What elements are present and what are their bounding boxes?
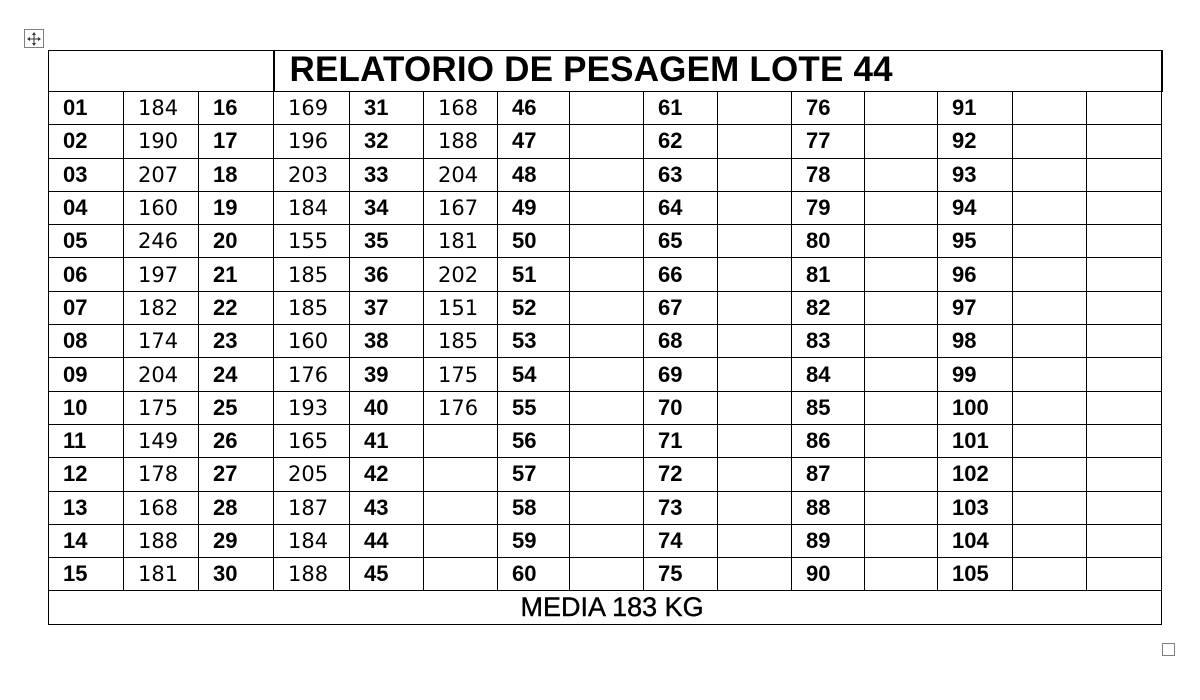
weight-cell[interactable]: 175 — [424, 358, 498, 391]
empty-cell[interactable] — [1087, 191, 1162, 224]
weight-cell[interactable]: 207 — [124, 158, 199, 191]
weight-cell[interactable] — [718, 191, 792, 224]
animal-number-cell[interactable]: 87 — [792, 458, 865, 491]
empty-cell[interactable] — [1087, 358, 1162, 391]
weight-cell[interactable]: 188 — [124, 524, 199, 557]
animal-number-cell[interactable]: 35 — [350, 225, 424, 258]
weight-cell[interactable] — [1013, 258, 1087, 291]
weight-cell[interactable] — [424, 558, 498, 591]
weight-cell[interactable] — [570, 524, 644, 557]
weight-cell[interactable] — [718, 125, 792, 158]
animal-number-cell[interactable]: 41 — [350, 424, 424, 457]
animal-number-cell[interactable]: 24 — [199, 358, 274, 391]
animal-number-cell[interactable]: 36 — [350, 258, 424, 291]
weight-cell[interactable]: 151 — [424, 291, 498, 324]
footer-row — [49, 591, 1162, 624]
animal-number-cell[interactable]: 48 — [498, 158, 570, 191]
animal-number-cell[interactable]: 18 — [199, 158, 274, 191]
animal-number-cell[interactable]: 10 — [49, 391, 124, 424]
animal-number-cell[interactable]: 49 — [498, 191, 570, 224]
weight-cell[interactable] — [865, 325, 938, 358]
animal-number-cell[interactable]: 47 — [498, 125, 570, 158]
weight-cell[interactable] — [865, 491, 938, 524]
animal-number-cell[interactable]: 05 — [49, 225, 124, 258]
animal-number-cell[interactable]: 50 — [498, 225, 570, 258]
empty-cell[interactable] — [1087, 291, 1162, 324]
weight-cell[interactable]: 188 — [424, 125, 498, 158]
weight-cell[interactable] — [718, 225, 792, 258]
weight-cell[interactable]: 187 — [274, 491, 350, 524]
weight-cell[interactable] — [865, 291, 938, 324]
animal-number-cell[interactable]: 101 — [938, 424, 1013, 457]
animal-number-cell[interactable]: 19 — [199, 191, 274, 224]
animal-number-cell[interactable]: 67 — [644, 291, 718, 324]
weight-cell[interactable]: 205 — [274, 458, 350, 491]
animal-number-cell[interactable]: 63 — [644, 158, 718, 191]
table-row — [49, 258, 1162, 291]
weight-cell[interactable] — [570, 92, 644, 125]
weight-cell[interactable] — [718, 258, 792, 291]
animal-number-cell[interactable]: 33 — [350, 158, 424, 191]
animal-number-cell[interactable]: 44 — [350, 524, 424, 557]
weight-cell[interactable] — [865, 191, 938, 224]
weight-cell[interactable] — [1013, 291, 1087, 324]
weight-cell[interactable] — [570, 325, 644, 358]
animal-number-cell[interactable]: 02 — [49, 125, 124, 158]
animal-number-cell[interactable]: 75 — [644, 558, 718, 591]
table-row — [49, 558, 1162, 591]
weight-cell[interactable]: 176 — [274, 358, 350, 391]
table-row — [49, 458, 1162, 491]
empty-cell[interactable] — [1087, 458, 1162, 491]
weight-cell[interactable] — [718, 92, 792, 125]
animal-number-cell[interactable]: 92 — [938, 125, 1013, 158]
animal-number-cell[interactable]: 73 — [644, 491, 718, 524]
weight-cell[interactable]: 190 — [124, 125, 199, 158]
empty-cell[interactable] — [1087, 125, 1162, 158]
animal-number-cell[interactable]: 100 — [938, 391, 1013, 424]
weight-cell[interactable] — [1013, 125, 1087, 158]
table-row — [49, 358, 1162, 391]
empty-cell[interactable] — [1087, 558, 1162, 591]
animal-number-cell[interactable]: 04 — [49, 191, 124, 224]
weight-cell[interactable] — [1013, 325, 1087, 358]
animal-number-cell[interactable]: 16 — [199, 92, 274, 125]
report-title: RELATORIO DE PESAGEM LOTE 44 — [289, 50, 893, 89]
weight-cell[interactable] — [718, 391, 792, 424]
weight-cell[interactable] — [570, 158, 644, 191]
weight-cell[interactable]: 155 — [274, 225, 350, 258]
animal-number-cell[interactable]: 23 — [199, 325, 274, 358]
weight-cell[interactable]: 165 — [274, 424, 350, 457]
table-row — [49, 158, 1162, 191]
animal-number-cell[interactable]: 76 — [792, 92, 865, 125]
animal-number-cell[interactable]: 17 — [199, 125, 274, 158]
animal-number-cell[interactable]: 95 — [938, 225, 1013, 258]
animal-number-cell[interactable]: 96 — [938, 258, 1013, 291]
weight-cell[interactable] — [1013, 491, 1087, 524]
animal-number-cell[interactable]: 93 — [938, 158, 1013, 191]
table-row — [49, 391, 1162, 424]
animal-number-cell[interactable]: 99 — [938, 358, 1013, 391]
table-row — [49, 491, 1162, 524]
animal-number-cell[interactable]: 11 — [49, 424, 124, 457]
animal-number-cell[interactable]: 88 — [792, 491, 865, 524]
weight-cell[interactable] — [1013, 158, 1087, 191]
animal-number-cell[interactable]: 77 — [792, 125, 865, 158]
animal-number-cell[interactable]: 102 — [938, 458, 1013, 491]
weight-cell[interactable]: 175 — [124, 391, 199, 424]
animal-number-cell[interactable]: 28 — [199, 491, 274, 524]
empty-cell[interactable] — [1087, 491, 1162, 524]
animal-number-cell[interactable]: 58 — [498, 491, 570, 524]
weight-cell[interactable] — [1013, 191, 1087, 224]
weight-cell[interactable] — [865, 92, 938, 125]
animal-number-cell[interactable]: 08 — [49, 325, 124, 358]
empty-cell[interactable] — [1087, 524, 1162, 557]
weight-cell[interactable] — [424, 424, 498, 457]
weight-cell[interactable]: 182 — [124, 291, 199, 324]
weight-cell[interactable] — [865, 391, 938, 424]
weight-cell[interactable]: 185 — [274, 258, 350, 291]
animal-number-cell[interactable]: 26 — [199, 424, 274, 457]
animal-number-cell[interactable]: 70 — [644, 391, 718, 424]
weight-cell[interactable]: 188 — [274, 558, 350, 591]
weight-cell[interactable] — [865, 158, 938, 191]
table-row — [49, 92, 1162, 125]
empty-cell[interactable] — [1087, 158, 1162, 191]
animal-number-cell[interactable]: 06 — [49, 258, 124, 291]
weight-cell[interactable]: 160 — [124, 191, 199, 224]
animal-number-cell[interactable]: 39 — [350, 358, 424, 391]
weight-cell[interactable] — [570, 558, 644, 591]
weighing-report-table — [48, 50, 1163, 625]
weight-cell[interactable] — [570, 291, 644, 324]
weight-cell[interactable]: 246 — [124, 225, 199, 258]
animal-number-cell[interactable]: 97 — [938, 291, 1013, 324]
empty-cell[interactable] — [1087, 258, 1162, 291]
animal-number-cell[interactable]: 66 — [644, 258, 718, 291]
report-title-cell[interactable] — [274, 51, 1162, 92]
weight-cell[interactable] — [718, 158, 792, 191]
weight-cell[interactable]: 178 — [124, 458, 199, 491]
weight-cell[interactable]: 184 — [274, 524, 350, 557]
weight-cell[interactable] — [865, 558, 938, 591]
table-row — [49, 291, 1162, 324]
animal-number-cell[interactable]: 45 — [350, 558, 424, 591]
weight-cell[interactable] — [718, 325, 792, 358]
animal-number-cell[interactable]: 38 — [350, 325, 424, 358]
weight-cell[interactable]: 167 — [424, 191, 498, 224]
weight-cell[interactable] — [718, 558, 792, 591]
animal-number-cell[interactable]: 40 — [350, 391, 424, 424]
empty-cell[interactable] — [1087, 325, 1162, 358]
table-row — [49, 524, 1162, 557]
animal-number-cell[interactable]: 79 — [792, 191, 865, 224]
animal-number-cell[interactable]: 60 — [498, 558, 570, 591]
animal-number-cell[interactable]: 71 — [644, 424, 718, 457]
animal-number-cell[interactable]: 59 — [498, 524, 570, 557]
animal-number-cell[interactable]: 53 — [498, 325, 570, 358]
weight-cell[interactable] — [865, 424, 938, 457]
animal-number-cell[interactable]: 62 — [644, 125, 718, 158]
weight-cell[interactable] — [424, 458, 498, 491]
weight-cell[interactable]: 176 — [424, 391, 498, 424]
animal-number-cell[interactable]: 01 — [49, 92, 124, 125]
animal-number-cell[interactable]: 20 — [199, 225, 274, 258]
weight-cell[interactable]: 174 — [124, 325, 199, 358]
animal-number-cell[interactable]: 15 — [49, 558, 124, 591]
weight-cell[interactable] — [570, 125, 644, 158]
animal-number-cell[interactable]: 82 — [792, 291, 865, 324]
animal-number-cell[interactable]: 103 — [938, 491, 1013, 524]
weight-cell[interactable] — [718, 491, 792, 524]
animal-number-cell[interactable]: 104 — [938, 524, 1013, 557]
animal-number-cell[interactable]: 80 — [792, 225, 865, 258]
weight-cell[interactable] — [570, 491, 644, 524]
weight-cell[interactable]: 203 — [274, 158, 350, 191]
animal-number-cell[interactable]: 81 — [792, 258, 865, 291]
animal-number-cell[interactable]: 94 — [938, 191, 1013, 224]
weight-cell[interactable]: 168 — [424, 92, 498, 125]
animal-number-cell[interactable]: 14 — [49, 524, 124, 557]
weight-cell[interactable]: 184 — [124, 92, 199, 125]
animal-number-cell[interactable]: 37 — [350, 291, 424, 324]
animal-number-cell[interactable]: 13 — [49, 491, 124, 524]
weight-cell[interactable]: 204 — [424, 158, 498, 191]
weight-cell[interactable] — [570, 191, 644, 224]
animal-number-cell[interactable]: 69 — [644, 358, 718, 391]
animal-number-cell[interactable]: 25 — [199, 391, 274, 424]
animal-number-cell[interactable]: 57 — [498, 458, 570, 491]
animal-number-cell[interactable]: 12 — [49, 458, 124, 491]
weight-cell[interactable]: 169 — [274, 92, 350, 125]
table-row — [49, 325, 1162, 358]
weight-cell[interactable] — [1013, 558, 1087, 591]
weight-cell[interactable]: 202 — [424, 258, 498, 291]
weight-cell[interactable]: 185 — [274, 291, 350, 324]
weight-cell[interactable] — [718, 524, 792, 557]
weight-cell[interactable] — [570, 424, 644, 457]
animal-number-cell[interactable]: 90 — [792, 558, 865, 591]
weight-cell[interactable]: 160 — [274, 325, 350, 358]
weight-cell[interactable] — [570, 358, 644, 391]
animal-number-cell[interactable]: 85 — [792, 391, 865, 424]
animal-number-cell[interactable]: 78 — [792, 158, 865, 191]
weight-cell[interactable] — [865, 258, 938, 291]
animal-number-cell[interactable]: 07 — [49, 291, 124, 324]
animal-number-cell[interactable]: 56 — [498, 424, 570, 457]
table-move-handle-icon[interactable] — [24, 29, 44, 48]
weight-cell[interactable] — [718, 291, 792, 324]
animal-number-cell[interactable]: 84 — [792, 358, 865, 391]
average-footer[interactable]: MEDIA 183 KG — [49, 591, 1162, 624]
animal-number-cell[interactable]: 89 — [792, 524, 865, 557]
weight-cell[interactable]: 193 — [274, 391, 350, 424]
animal-number-cell[interactable]: 27 — [199, 458, 274, 491]
animal-number-cell[interactable]: 51 — [498, 258, 570, 291]
weight-cell[interactable]: 149 — [124, 424, 199, 457]
animal-number-cell[interactable]: 72 — [644, 458, 718, 491]
title-spacer-cell — [49, 51, 274, 92]
animal-number-cell[interactable]: 54 — [498, 358, 570, 391]
move-arrows-icon — [27, 32, 41, 46]
weight-cell[interactable]: 185 — [424, 325, 498, 358]
animal-number-cell[interactable]: 68 — [644, 325, 718, 358]
empty-cell[interactable] — [1087, 424, 1162, 457]
animal-number-cell[interactable]: 105 — [938, 558, 1013, 591]
weight-cell[interactable] — [570, 458, 644, 491]
weight-cell[interactable]: 181 — [124, 558, 199, 591]
animal-number-cell[interactable]: 42 — [350, 458, 424, 491]
animal-number-cell[interactable]: 74 — [644, 524, 718, 557]
weight-cell[interactable] — [865, 125, 938, 158]
animal-number-cell[interactable]: 46 — [498, 92, 570, 125]
animal-number-cell[interactable]: 30 — [199, 558, 274, 591]
weight-cell[interactable] — [865, 524, 938, 557]
animal-number-cell[interactable]: 52 — [498, 291, 570, 324]
weight-cell[interactable] — [718, 424, 792, 457]
weight-cell[interactable]: 197 — [124, 258, 199, 291]
animal-number-cell[interactable]: 83 — [792, 325, 865, 358]
animal-number-cell[interactable]: 32 — [350, 125, 424, 158]
weight-cell[interactable] — [1013, 424, 1087, 457]
weight-cell[interactable] — [718, 458, 792, 491]
empty-cell[interactable] — [1087, 225, 1162, 258]
animal-number-cell[interactable]: 91 — [938, 92, 1013, 125]
animal-number-cell[interactable]: 55 — [498, 391, 570, 424]
weight-cell[interactable] — [1013, 358, 1087, 391]
table-row — [49, 125, 1162, 158]
animal-number-cell[interactable]: 09 — [49, 358, 124, 391]
animal-number-cell[interactable]: 98 — [938, 325, 1013, 358]
weight-cell[interactable] — [865, 358, 938, 391]
empty-cell[interactable] — [1087, 92, 1162, 125]
animal-number-cell[interactable]: 31 — [350, 92, 424, 125]
weight-cell[interactable] — [865, 225, 938, 258]
animal-number-cell[interactable]: 22 — [199, 291, 274, 324]
animal-number-cell[interactable]: 64 — [644, 191, 718, 224]
weight-cell[interactable]: 181 — [424, 225, 498, 258]
weight-cell[interactable]: 168 — [124, 491, 199, 524]
animal-number-cell[interactable]: 03 — [49, 158, 124, 191]
table-row — [49, 191, 1162, 224]
table-resize-handle-icon[interactable] — [1162, 643, 1175, 656]
animal-number-cell[interactable]: 34 — [350, 191, 424, 224]
animal-number-cell[interactable]: 86 — [792, 424, 865, 457]
weight-cell[interactable] — [1013, 225, 1087, 258]
table-row — [49, 225, 1162, 258]
weight-cell[interactable] — [865, 458, 938, 491]
animal-number-cell[interactable]: 21 — [199, 258, 274, 291]
weight-cell[interactable]: 196 — [274, 125, 350, 158]
animal-number-cell[interactable]: 29 — [199, 524, 274, 557]
title-row — [49, 51, 1162, 92]
weight-cell[interactable] — [1013, 391, 1087, 424]
animal-number-cell[interactable]: 43 — [350, 491, 424, 524]
weight-cell[interactable] — [424, 524, 498, 557]
weight-cell[interactable] — [1013, 458, 1087, 491]
report-body — [49, 92, 1162, 591]
table-row — [49, 424, 1162, 457]
animal-number-cell[interactable]: 65 — [644, 225, 718, 258]
weight-cell[interactable]: 184 — [274, 191, 350, 224]
weight-cell[interactable] — [718, 358, 792, 391]
weight-cell[interactable] — [570, 258, 644, 291]
weight-cell[interactable] — [424, 491, 498, 524]
empty-cell[interactable] — [1087, 391, 1162, 424]
animal-number-cell[interactable]: 61 — [644, 92, 718, 125]
weight-cell[interactable]: 204 — [124, 358, 199, 391]
weight-cell[interactable] — [570, 391, 644, 424]
weight-cell[interactable] — [570, 225, 644, 258]
weight-cell[interactable] — [1013, 92, 1087, 125]
weight-cell[interactable] — [1013, 524, 1087, 557]
